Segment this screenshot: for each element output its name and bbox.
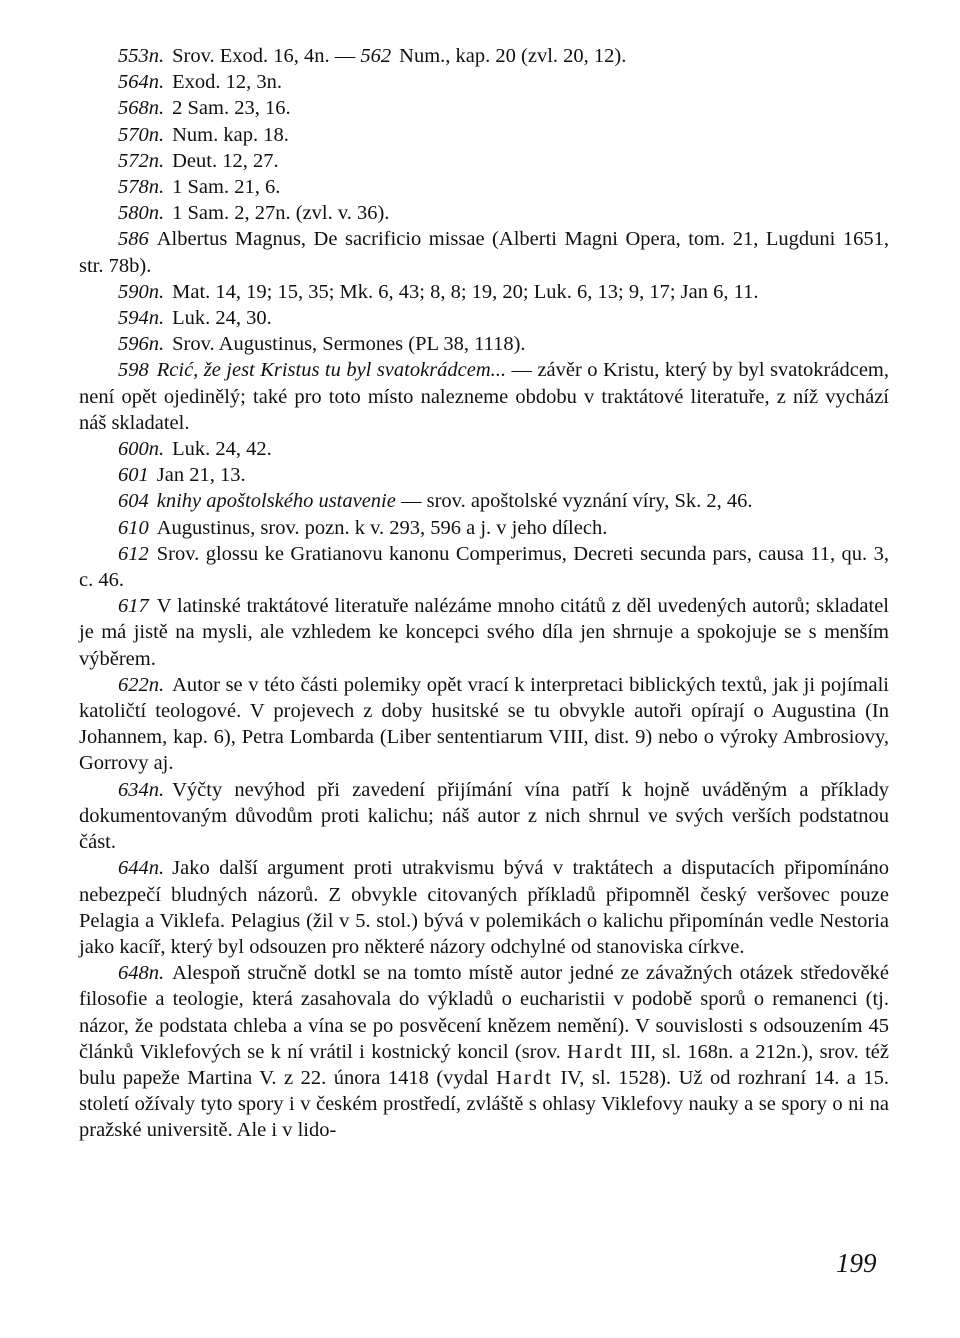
note-text: Num. kap. 18. [172,123,289,146]
note-590 [79,279,889,305]
note-number: 612 [118,542,149,565]
note-648 [79,960,889,1143]
note-number: 600n. [118,438,165,461]
note-text: — srov. apoštolské vyznání víry, Sk. 2, 46. [395,490,753,513]
note-number: 562 [360,45,392,67]
note-568 [79,95,889,121]
note-612 [79,541,889,593]
note-number: 596n. [118,333,165,356]
note-text: Luk. 24, 30. [172,307,272,330]
note-number: 586 [118,228,149,251]
note-622 [79,672,889,777]
page-number: 199 [836,1248,877,1278]
note-number: 572n. [118,149,165,172]
note-number: 594n. [118,307,165,330]
note-580 [79,200,889,226]
note-text: Výčty nevýhod při zavedení přijímání vína patří k hojně uváděným a příklady dokumentovaným důvodům proti kalichu; náš autor z nich shrnul ve svých verších podstatnou část. [79,778,889,854]
note-610 [79,515,889,541]
note-number: 648n. [118,962,165,985]
note-number: 568n. [118,97,165,120]
note-number: 601 [118,464,149,487]
note-596 [79,331,889,357]
note-number: 644n. [118,857,165,880]
note-586 [79,226,889,278]
note-text: Albertus Magnus, De sacrificio missae (Alberti Magni Opera, tom. 21, Lugduni 1651, str. 78b). [79,228,889,277]
note-594 [79,305,889,331]
note-number: 570n. [118,123,165,146]
note-text: Luk. 24, 42. [172,438,272,461]
note-604 [79,488,889,514]
note-number: 617 [118,595,149,618]
note-text: 2 Sam. 23, 16. [172,97,291,120]
note-617 [79,593,889,672]
note-number: 634n. [118,778,165,801]
note-number: 590n. [118,280,165,303]
cited-author: Hardt [496,1066,553,1089]
note-578 [79,174,889,200]
note-text: Autor se v této části polemiky opět vrací k interpretaci biblických textů, jak ji pojímali katoličtí teologové. V projevech z doby husitské se tu obvykle autoři opírají o Augustina (In Johannem, kap. 6), Petra Lombarda (Liber sententiarum VIII, dist. 9) nebo o výroky Ambrosiovy, Gorrovy aj. [79,673,889,775]
note-number: 553n. [118,45,165,67]
note-text: Srov. glossu ke Gratianovu kanonu Comperimus, Decreti secunda pars, causa 11, qu. 3, c. 46. [79,542,889,592]
note-text: 1 Sam. 21, 6. [172,176,281,199]
cited-author: Hardt [567,1040,624,1063]
note-text: Alespoň stručně dotkl se na tomto místě autor jedné ze závažných otázek středověké filosofie a teologie, která zasahovala do výkladů o eucharistii v podobě sporů o remanenci (tj. názor, že podstata chleba a vína se po posvěcení knězem nemění). V souvislosti s odsouzením 45 článků Viklefových se k ní vrátil i kostnický koncil (srov. [79,962,889,1063]
note-570 [79,122,889,148]
note-text: — závěr o Kristu, který by byl svatokrádcem, není opět ojedinělý; také pro toto místo nalezneme obdobu v traktátové literatuře, z níž vychází náš skladatel. [79,359,889,434]
note-number: 578n. [118,176,165,199]
note-text: Mat. 14, 19; 15, 35; Mk. 6, 43; 8, 8; 19, 20; Luk. 6, 13; 9, 17; Jan 6, 11. [172,280,759,303]
quoted-verse: Rcić, že jest Kristus tu byl svatokrádcem... [156,359,507,382]
note-text: V latinské traktátové literatuře nalézáme mnoho citátů z děl uvedených autorů; skladatel je má jistě na mysli, ale vzhledem ke koncepci svého díla jen shrnuje a spokojuje se s menším výběrem. [79,595,889,670]
quoted-verse: knihy apoštolského ustavenie [156,490,396,513]
note-text: Num., kap. 20 (zvl. 20, 12). [399,45,627,67]
note-text: 1 Sam. 2, 27n. (zvl. v. 36). [172,202,390,225]
note-564 [79,69,889,95]
note-number: 580n. [118,202,165,225]
note-text: Srov. Augustinus, Sermones (PL 38, 1118). [172,333,526,356]
note-number: 598 [118,359,149,382]
note-600 [79,436,889,462]
note-text: III, sl. 168n. a 212n.), srov. též bulu papeže Martina V. z 22. února 1418 (vydal [79,1040,890,1089]
note-553 [79,43,889,69]
note-text: Jako další argument proti utrakvismu bývá v traktátech a disputacích připomínáno nebezpečí bludných názorů. Z obvykle citovaných příkladů připomněl český veršovec pouze Pelagia a Viklefa. Pelagius (žil v 5. stol.) bývá v polemikách o kalichu připomínán vedle Nestoria jako kacíř, který byl odsouzen pro některé názory odchylné od stanoviska církve. [79,857,889,958]
note-number: 610 [118,516,149,539]
note-644 [79,855,889,960]
note-601 [79,462,889,488]
note-number: 604 [118,490,149,513]
note-572 [79,148,889,174]
note-598 [79,357,889,436]
note-number: 622n. [118,673,165,696]
note-text: Jan 21, 13. [156,464,246,487]
note-number: 564n. [118,71,165,94]
commentary-notes [79,43,889,1144]
note-text: Srov. Exod. 16, 4n. — [172,45,361,67]
note-text: Exod. 12, 3n. [172,71,283,94]
note-634 [79,777,889,856]
note-text: IV, sl. 1528). Už od rozhraní 14. a 15. století ožívaly tyto spory i v českém prostředí, zvláště s ohlasy Viklefovy nauky a se spory o ni na pražské universitě. Ale i v lido- [79,1066,889,1142]
note-text: Augustinus, srov. pozn. k v. 293, 596 a j. v jeho dílech. [156,516,608,539]
note-text: Deut. 12, 27. [172,149,279,172]
